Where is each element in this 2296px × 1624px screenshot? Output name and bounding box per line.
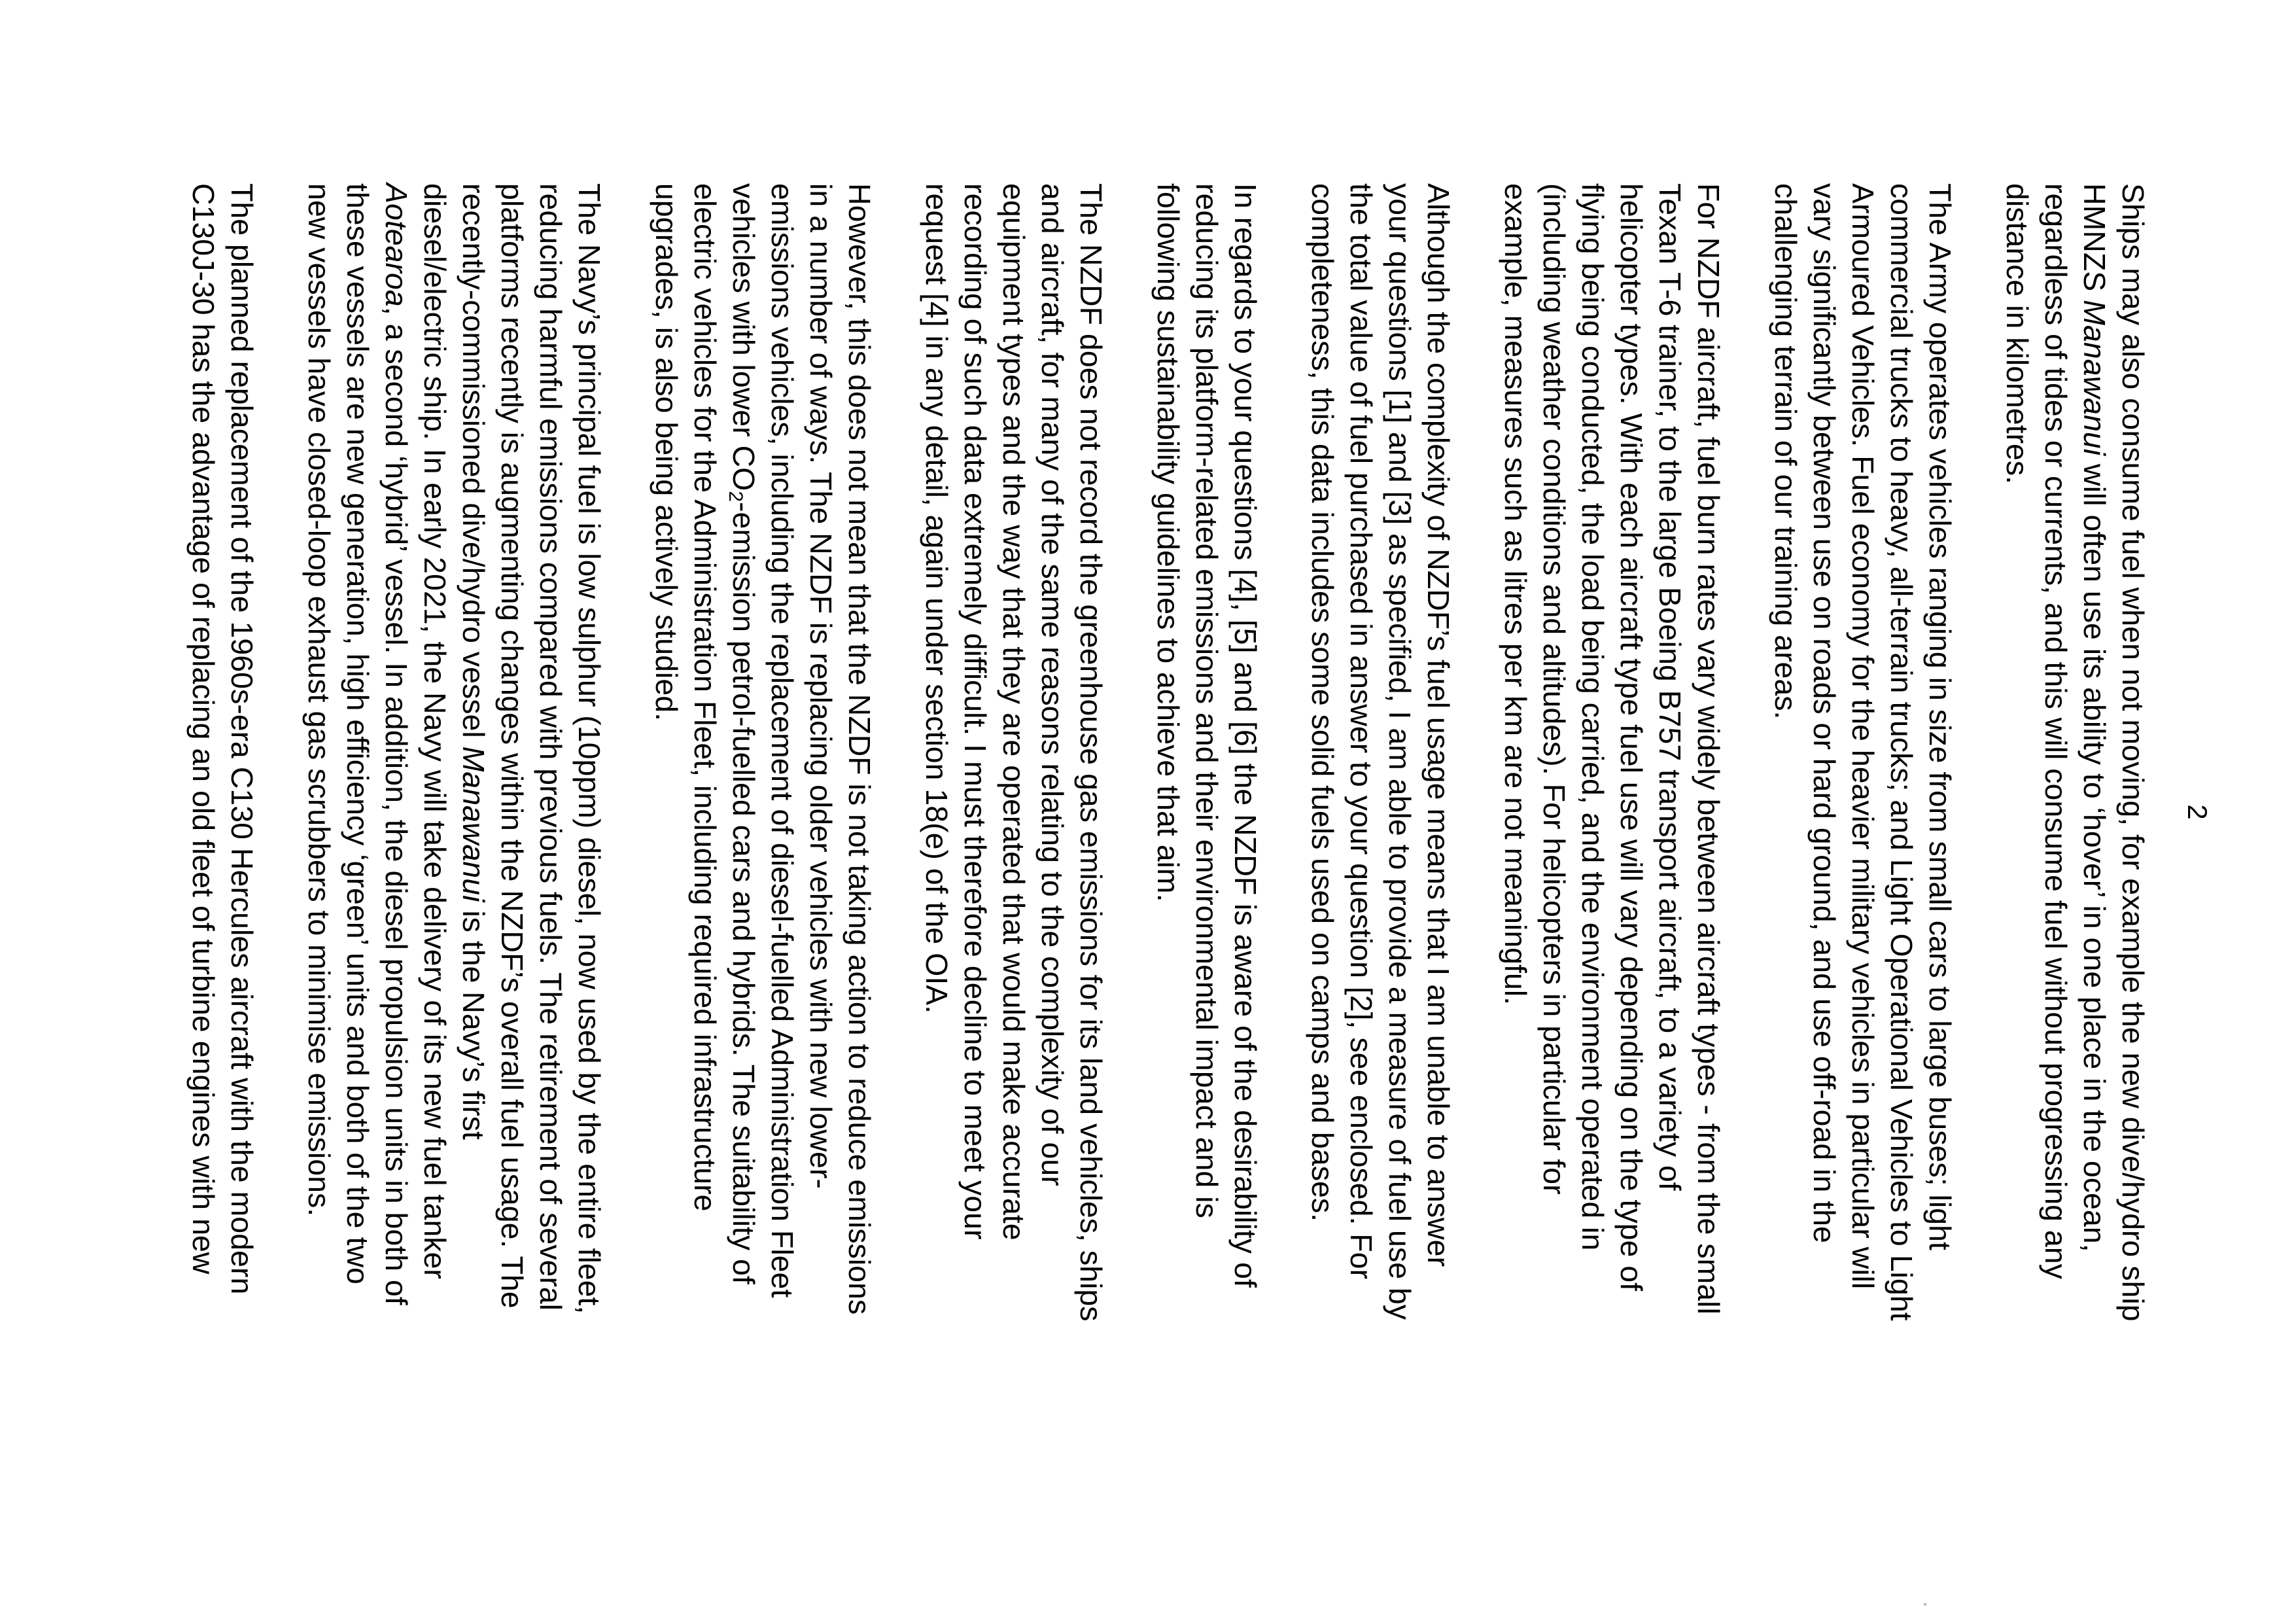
paragraph-text: will often use its ability to ‘hover’ in one place in the ocean, regardless of tides or currents, and this will consume fuel without progressing any distance in kilometres. <box>2000 183 2112 1279</box>
subscript-text: 2 <box>725 491 746 503</box>
document-body <box>145 183 2152 1453</box>
paragraph-text: The Army operates vehicles ranging in size from small cars to large buses; light commercial trucks to heavy, all-terrain trucks; and Light Operational Vehicles to Light Armoured Vehicles. Fuel economy for the heavier military vehicles in particular will vary significantly between use on roads or hard ground, and use off-road in the challenging terrain of our training areas. <box>1769 183 1957 1321</box>
paragraph-text: is the Navy’s first diesel/electric ship. In early 2021, the Navy will take delivery of its new fuel tanker <box>418 183 491 1279</box>
paragraph-text: -emission petrol-fuelled cars and hybrids. The suitability of electric vehicles for the Administration Fleet, including required infrastructure upgrades, is also being actively studied. <box>650 183 761 1284</box>
italic-ship-name: Manawanui <box>457 746 491 902</box>
paragraph-questions-4-5-6 <box>1149 183 1264 1453</box>
italic-ship-name: Manawanui <box>2078 300 2112 456</box>
paragraph-text: , a second ‘hybrid’ vessel. In addition, the diesel propulsion units in both of these vessels are new generation, high efficiency ‘green’ units and both of the two new vessels have closed-loop exhaust gas scrubbers to minimise emissions. <box>302 183 413 1305</box>
paragraph-ships-fuel <box>1998 183 2152 1453</box>
paragraph-text: Ships may also consume fuel when not moving, for example the new dive/hydro ship HMNZS <box>2078 183 2150 1322</box>
paragraph-unable-to-answer <box>1303 183 1457 1453</box>
paragraph-ghg-not-recorded <box>917 183 1110 1453</box>
paragraph-text: For NZDF aircraft, fuel burn rates vary widely between aircraft types - from the small Texan T-6 trainer, to the large Boeing B757 transport aircraft, to a variety of helicopter types. With each aircraft type fuel use will vary depending on the type of flying being conducted, the load being carried, and the environment operated in (including weather conditions and altitudes). For helicopters in particular for example, measures such as litres per km are not meaningful. <box>1499 183 1726 1315</box>
scan-speck <box>1924 1603 1926 1606</box>
paragraph-text: Although the complexity of NZDF’s fuel usage means that I am unable to answer your questions [1] and [3] as specified, I am able to provide a measure of fuel use by the total value of fuel purchased in answer to your question [2], see enclosed. For completeness, this data includes some solid fuels used on camps and bases. <box>1306 183 1455 1320</box>
paragraph-navy-fuel <box>300 183 608 1453</box>
paragraph-text: The Navy’s principal fuel is low sulphur (10ppm) diesel, now used by the entire fleet, reducing harmful emissions compared with previous fuels. The retirement of several platforms recently is augmenting changes within the NZDF’s overall fuel usage. The recently-commissioned dive/hydro vessel <box>457 183 606 1315</box>
paragraph-text: However, this does not mean that the NZDF is not taking action to reduce emissions in a number of ways. The NZDF is replacing older vehicles with new lower- emissions vehicles, including the replacement of diesel-fuelled Administration Fleet vehicles with lower CO <box>727 183 877 1315</box>
paragraph-text: The NZDF does not record the greenhouse gas emissions for its land vehicles, ships and aircraft, for many of the same reasons relating to the complexity of our equipment types and the way that they are operated that would make accurate recording of such data extremely difficult. I must therefore decline to meet your request [4] in any detail, again under section 18(e) of the OIA. <box>920 183 1108 1322</box>
paragraph-army-vehicles <box>1766 183 1959 1453</box>
paragraph-text: In regards to your questions [4], [5] and [6] the NZDF is aware of the desirability of reducing its platform-related emissions and their environmental impact and is following sustainability guidelines to achieve that aim. <box>1151 183 1262 1288</box>
page-number: 2 <box>2182 804 2213 820</box>
italic-ship-name: Aotearoa <box>379 183 413 307</box>
paragraph-reducing-emissions <box>647 183 878 1453</box>
paragraph-text: The planned replacement of the 1960s-era C130 Hercules aircraft with the modern C130J-30 has the advantage of replacing an old fleet of turbine engines with new <box>186 183 259 1295</box>
paragraph-c130-replacement <box>184 183 261 1453</box>
paragraph-aircraft-fuel <box>1496 183 1728 1453</box>
